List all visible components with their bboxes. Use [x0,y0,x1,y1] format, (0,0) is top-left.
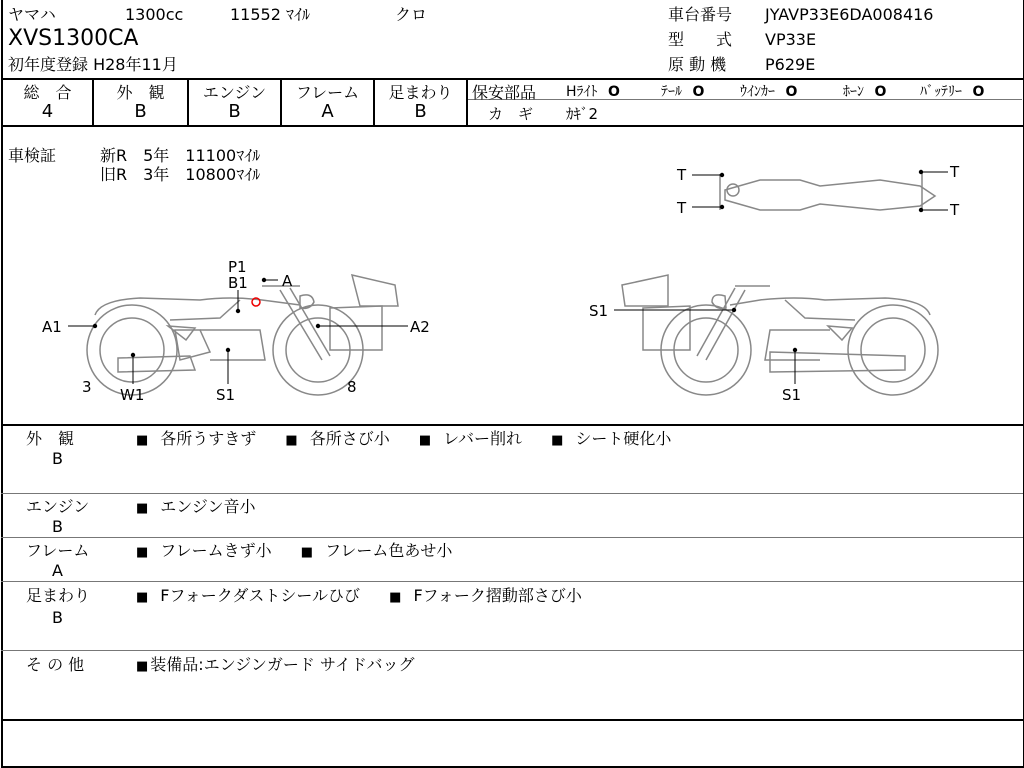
remark-items-frame [136,541,476,563]
label-t-4: T [950,201,960,219]
grade-header-exterior: 外 観 [116,83,165,102]
remark-category-exterior: 外 観 [26,429,75,448]
remark-category-frame: フレーム [26,541,90,560]
mileage: 11552 ﾏｲﾙ [230,5,310,24]
remark-items-suspension [136,586,606,608]
bullet-icon: ■ [136,545,149,560]
label-t-3: T [950,163,960,181]
diagram-leaders [68,172,948,384]
model-name: XVS1300CA [8,26,139,51]
chassis-label: 車台番号 [668,5,733,24]
label-p1: P1 [228,258,247,276]
type-value: VP33E [765,30,817,49]
key-label: カ ギ [488,105,534,123]
remark-category-suspension: 足まわり [26,586,91,605]
safety-label: 保安部品 [472,83,537,102]
safety-item-battery [920,81,984,101]
engine-label: 原 動 機 [668,55,727,74]
label-s1-right-upper: S1 [589,302,609,320]
grade-header-engine: エンジン [202,83,267,102]
safety-item-headlight [566,81,620,101]
remark-item: シート硬化小 [575,429,672,448]
safety-item-mark: O [607,84,620,100]
chassis-value: JYAVP33E6DA008416 [765,5,934,24]
safety-item-mark: O [692,84,705,100]
bullet-icon: ■ [136,590,149,605]
safety-item-name: Hﾗｲﾄ [566,84,598,100]
inspection-old: 旧R 3年 10800ﾏｲﾙ [100,165,261,184]
grade-header-suspension: 足まわり [388,83,453,102]
grade-exterior: B [134,101,147,122]
first-registration: 初年度登録 H28年11月 [8,55,178,74]
safety-item-mark: O [874,84,887,100]
bullet-icon: ■ [389,590,402,605]
safety-item-name: ｳｲﾝｶｰ [740,84,775,100]
grade-suspension: B [414,101,427,122]
engine-value: P629E [765,55,816,74]
bullet-icon: ■ [136,433,149,448]
remark-item: レバー削れ [443,429,522,448]
remark-items-other [136,655,439,677]
bullet-icon: ■ [136,659,149,674]
remark-item: フレーム色あせ小 [325,541,453,560]
label-8: 8 [347,378,357,396]
remark-item: エンジン音小 [160,497,256,516]
safety-item-mark: O [972,84,985,100]
safety-item-winker [740,81,797,101]
motorcycle-right-icon [622,275,938,395]
remark-item: 装備品:エンジンガード サイドバッグ [150,655,415,674]
motorcycle-left-icon [87,275,398,395]
remark-grade-exterior: B [52,449,63,468]
label-s1-left: S1 [216,386,236,404]
grade-header-total: 総 合 [23,83,72,102]
remark-item: Fフォーク摺動部さび小 [413,586,582,605]
label-s1-right-lower: S1 [782,386,802,404]
remark-item: フレームきず小 [160,541,272,560]
remark-item: 各所うすきず [160,429,257,448]
label-3: 3 [82,378,92,396]
safety-item-mark: O [785,84,798,100]
remark-items-engine [136,497,280,519]
label-w1: W1 [120,386,145,404]
remark-grade-suspension: B [52,608,63,627]
motorcycle-top-icon [720,172,935,212]
label-b1: B1 [228,274,248,292]
diagram-markers [93,170,923,357]
grade-frame: A [321,101,334,122]
key-value: ｶｷﾞ2 [566,105,599,123]
safety-item-name: ﾃｰﾙ [661,84,682,100]
displacement: 1300cc [125,5,184,24]
safety-item-name: ﾊﾞｯﾃﾘｰ [920,84,962,100]
bullet-icon: ■ [418,433,432,448]
remark-category-other: そ の 他 [26,655,85,674]
remark-item: 各所さび小 [309,429,390,448]
damage-diagram [0,128,1024,424]
label-t-1: T [677,166,687,184]
remark-items-exterior [136,429,695,451]
bullet-icon: ■ [551,433,564,448]
bullet-icon: ■ [285,433,298,448]
maker: ヤマハ [8,5,56,24]
label-a1: A1 [42,318,62,336]
grade-total: 4 [41,101,54,122]
label-a2: A2 [410,318,430,336]
type-label: 型 式 [668,30,733,49]
bullet-icon: ■ [300,545,314,560]
safety-item-horn [843,81,886,101]
color: クロ [395,5,428,24]
safety-item-tail [661,81,704,101]
remark-item: Fフォークダストシールひび [160,586,361,605]
grade-engine: B [228,101,241,122]
remark-grade-frame: A [52,561,63,580]
label-t-2: T [677,199,687,217]
remark-grade-engine: B [52,517,63,536]
inspection-new: 新R 5年 11100ﾏｲﾙ [100,146,261,165]
remark-category-engine: エンジン [26,497,90,516]
inspection-label: 車検証 [8,146,57,165]
label-a: A [282,272,293,290]
bullet-icon: ■ [136,501,149,516]
grade-header-frame: フレーム [295,83,360,102]
safety-item-name: ﾎｰﾝ [843,84,864,100]
